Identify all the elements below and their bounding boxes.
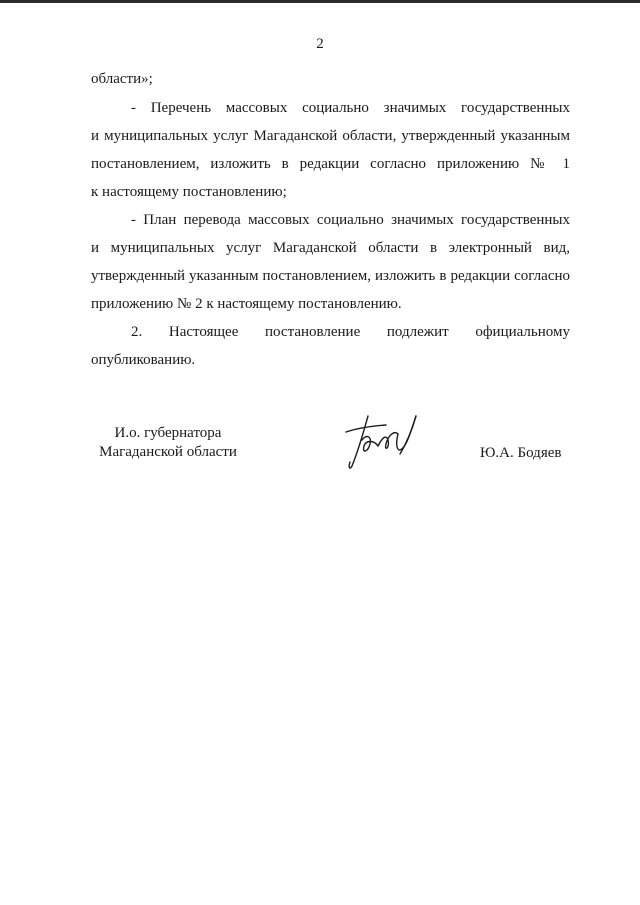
- paragraph-1-line-2: и муниципальных услуг Магаданской области, утвержденный указанным: [91, 128, 570, 144]
- paragraph-2-line-2: и муниципальных услуг Магаданской области в электронный вид,: [91, 240, 570, 256]
- paragraph-1-line-3: постановлением, изложить в редакции согласно приложению № 1: [91, 156, 570, 172]
- paragraph-1-line-1: - Перечень массовых социально значимых государственных: [131, 100, 570, 116]
- paragraph-continuation-line: области»;: [91, 71, 153, 87]
- handwritten-signature-icon: [340, 410, 422, 472]
- paragraph-2-line-3: утвержденный указанным постановлением, изложить в редакции согласно: [91, 268, 570, 284]
- paragraph-1-line-4: к настоящему постановлению;: [91, 184, 287, 200]
- page-number: 2: [316, 36, 324, 52]
- signer-title: [88, 424, 248, 462]
- paragraph-2-line-4: приложению № 2 к настоящему постановлению.: [91, 296, 402, 312]
- paragraph-3-line-1: 2. Настоящее постановление подлежит официальному: [131, 324, 570, 340]
- signer-name: Ю.А. Бодяев: [480, 445, 562, 461]
- signer-title-line-2: Магаданской области: [99, 444, 237, 460]
- paragraph-3-line-2: опубликованию.: [91, 352, 196, 368]
- top-border-line: [0, 0, 640, 3]
- paragraph-2-line-1: - План перевода массовых социально значимых государственных: [131, 212, 570, 228]
- signer-title-line-1: И.о. губернатора: [114, 425, 222, 441]
